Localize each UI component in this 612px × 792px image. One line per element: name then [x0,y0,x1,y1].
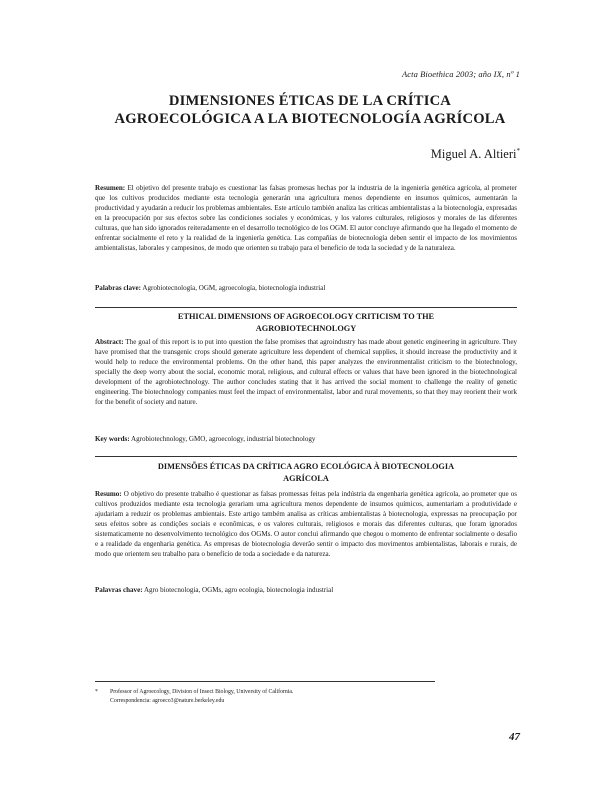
title-line-1: DIMENSIONES ÉTICAS DE LA CRÍTICA [168,93,452,109]
article-title [80,92,540,128]
english-heading [95,311,517,334]
keywords-portuguese-label: Palavras chave: [95,586,143,594]
author [431,147,520,162]
portuguese-heading-line-1: DIMENSÕES ÉTICAS DA CRÍTICA AGRO ECOLÓGICA À BIOTECNOLOGIA [157,462,455,471]
footnote-affiliation: Professor of Agroecology, Division of Insect Biology, University of California. [110,689,294,695]
footnote-divider [95,681,435,682]
journal-citation: Acta Bioethica 2003; año IX, nº 1 [401,69,520,79]
abstract-spanish-text: El objetivo del presente trabajo es cuestionar las falsas promesas hechas por la industria de la ingeniería genética agrícola, al prometer que los cultivos producidos mediante esta tecnología generarán una agricultura menos dependiente en insumos químicos, aumentarán la productividad y ayudarán a reducir los problemas ambientales. Este artículo también analiza las críticas ambientalistas a la biotecnología, expresadas en la preocupación por sus efectos sobre las condiciones sociales y económicas, y los valores culturales, religiosos y morales de las diferentes culturas, que han sido ignorados reiteradamente en el desarrollo tecnológico de los OGM. El autor concluye afirmando que ha llegado el momento de enfrentar socialmente el reto y la realidad de la ingeniería genética. Las compañías de biotecnología deben sentir el impacto de los movimientos ambientalistas, laborales y campesinos, de modo que orienten su trabajo para el beneficio de toda la sociedad y de la naturaleza. [95,184,517,252]
keywords-portuguese-text: Agro biotecnologia, OGMs, agro ecologia, biotecnologia industrial [143,586,334,594]
keywords-spanish-label: Palabras clave: [95,284,141,292]
abstract-spanish-label: Resumen: [95,184,126,192]
abstract-portuguese [95,489,517,559]
portuguese-heading [95,461,517,484]
author-name: Miguel A. Altieri [430,147,517,162]
keywords-spanish [95,283,517,293]
english-heading-line-1: ETHICAL DIMENSIONS OF AGROECOLOGY CRITICISM TO THE [177,312,435,321]
keywords-english-text: Agrobiotechnology, GMO, agroecology, industrial biotechnology [131,435,316,443]
keywords-english [95,434,517,444]
page-number: 47 [509,731,520,743]
keywords-spanish-text: Agrobiotecnología, OGM, agroecología, biotecnología industrial [142,284,326,292]
author-footnote-mark: * [516,147,520,155]
abstract-spanish [95,183,517,253]
title-line-2: AGROECOLÓGICA A LA BIOTECNOLOGÍA AGRÍCOLA [114,111,506,127]
keywords-english-label: Key words: [95,435,130,443]
portuguese-heading-line-2: AGRÍCOLA [283,473,329,483]
abstract-english-label: Abstract: [95,338,124,346]
section-divider-english [95,307,517,308]
footnote-mark: * [95,689,98,695]
footnote [95,688,515,706]
keywords-portuguese [95,585,517,595]
abstract-english [95,337,517,407]
section-divider-portuguese [95,456,517,457]
abstract-english-text: The goal of this report is to put into question the false promises that agroindustry has made about genetic engineering in agriculture. They have promised that the transgenic crops should generate agriculture less dependent of chemical supplies, it should increase the productivity and it would help to reduce the environmental problems. On the other hand, this paper analyzes the environmentalist criticism to the biotechnology, specially the deep worry about the social, economic moral, religious, and cultural effects or values that have been ignored in the biotechnological development of the agrobiotechnology. The author concludes stating that it has arrived the social moment to challenge the reality of genetic engineering. The biotechnology companies must feel the impact of environmentalist, labor and rural movements, so that they may reorient their work for the benefit of society and nature. [95,338,517,406]
english-heading-line-2: AGROBIOTECHNOLOGY [255,323,357,333]
abstract-portuguese-text: O objetivo do presente trabalho é questionar as falsas promessas feitas pela indústria da engenharia genética agrícola, ao prometer que os cultivos produzidos mediante esta tecnologia gerariam uma agricultura menos dependente de insumos químicos, aumentariam a produtividade e ajudariam a reduzir os problemas ambientais. Este artigo também analisa as críticas ambientalistas à biotecnologia, expressas na preocupação por seus efeitos sobre as condições sociais e econômicas, e os valores culturais, religiosos e morais das diferentes culturas, que foram ignorados sistematicamente no desenvolvimento tecnológico dos OGMs. O autor conclui afirmando que chegou o momento de enfrentar socialmente o desafio e a realidade da engenharia genética. As empresas de biotecnologia deverão sentir o impacto dos movimentos ambientalistas, laborais e rurais, de modo que orientem seu trabalho para o benefício de toda a sociedade e da natureza. [95,490,517,558]
footnote-correspondence: Correspondencia: agroeco3@nature.berkeley.edu [110,698,225,704]
abstract-portuguese-label: Resumo: [95,490,122,498]
